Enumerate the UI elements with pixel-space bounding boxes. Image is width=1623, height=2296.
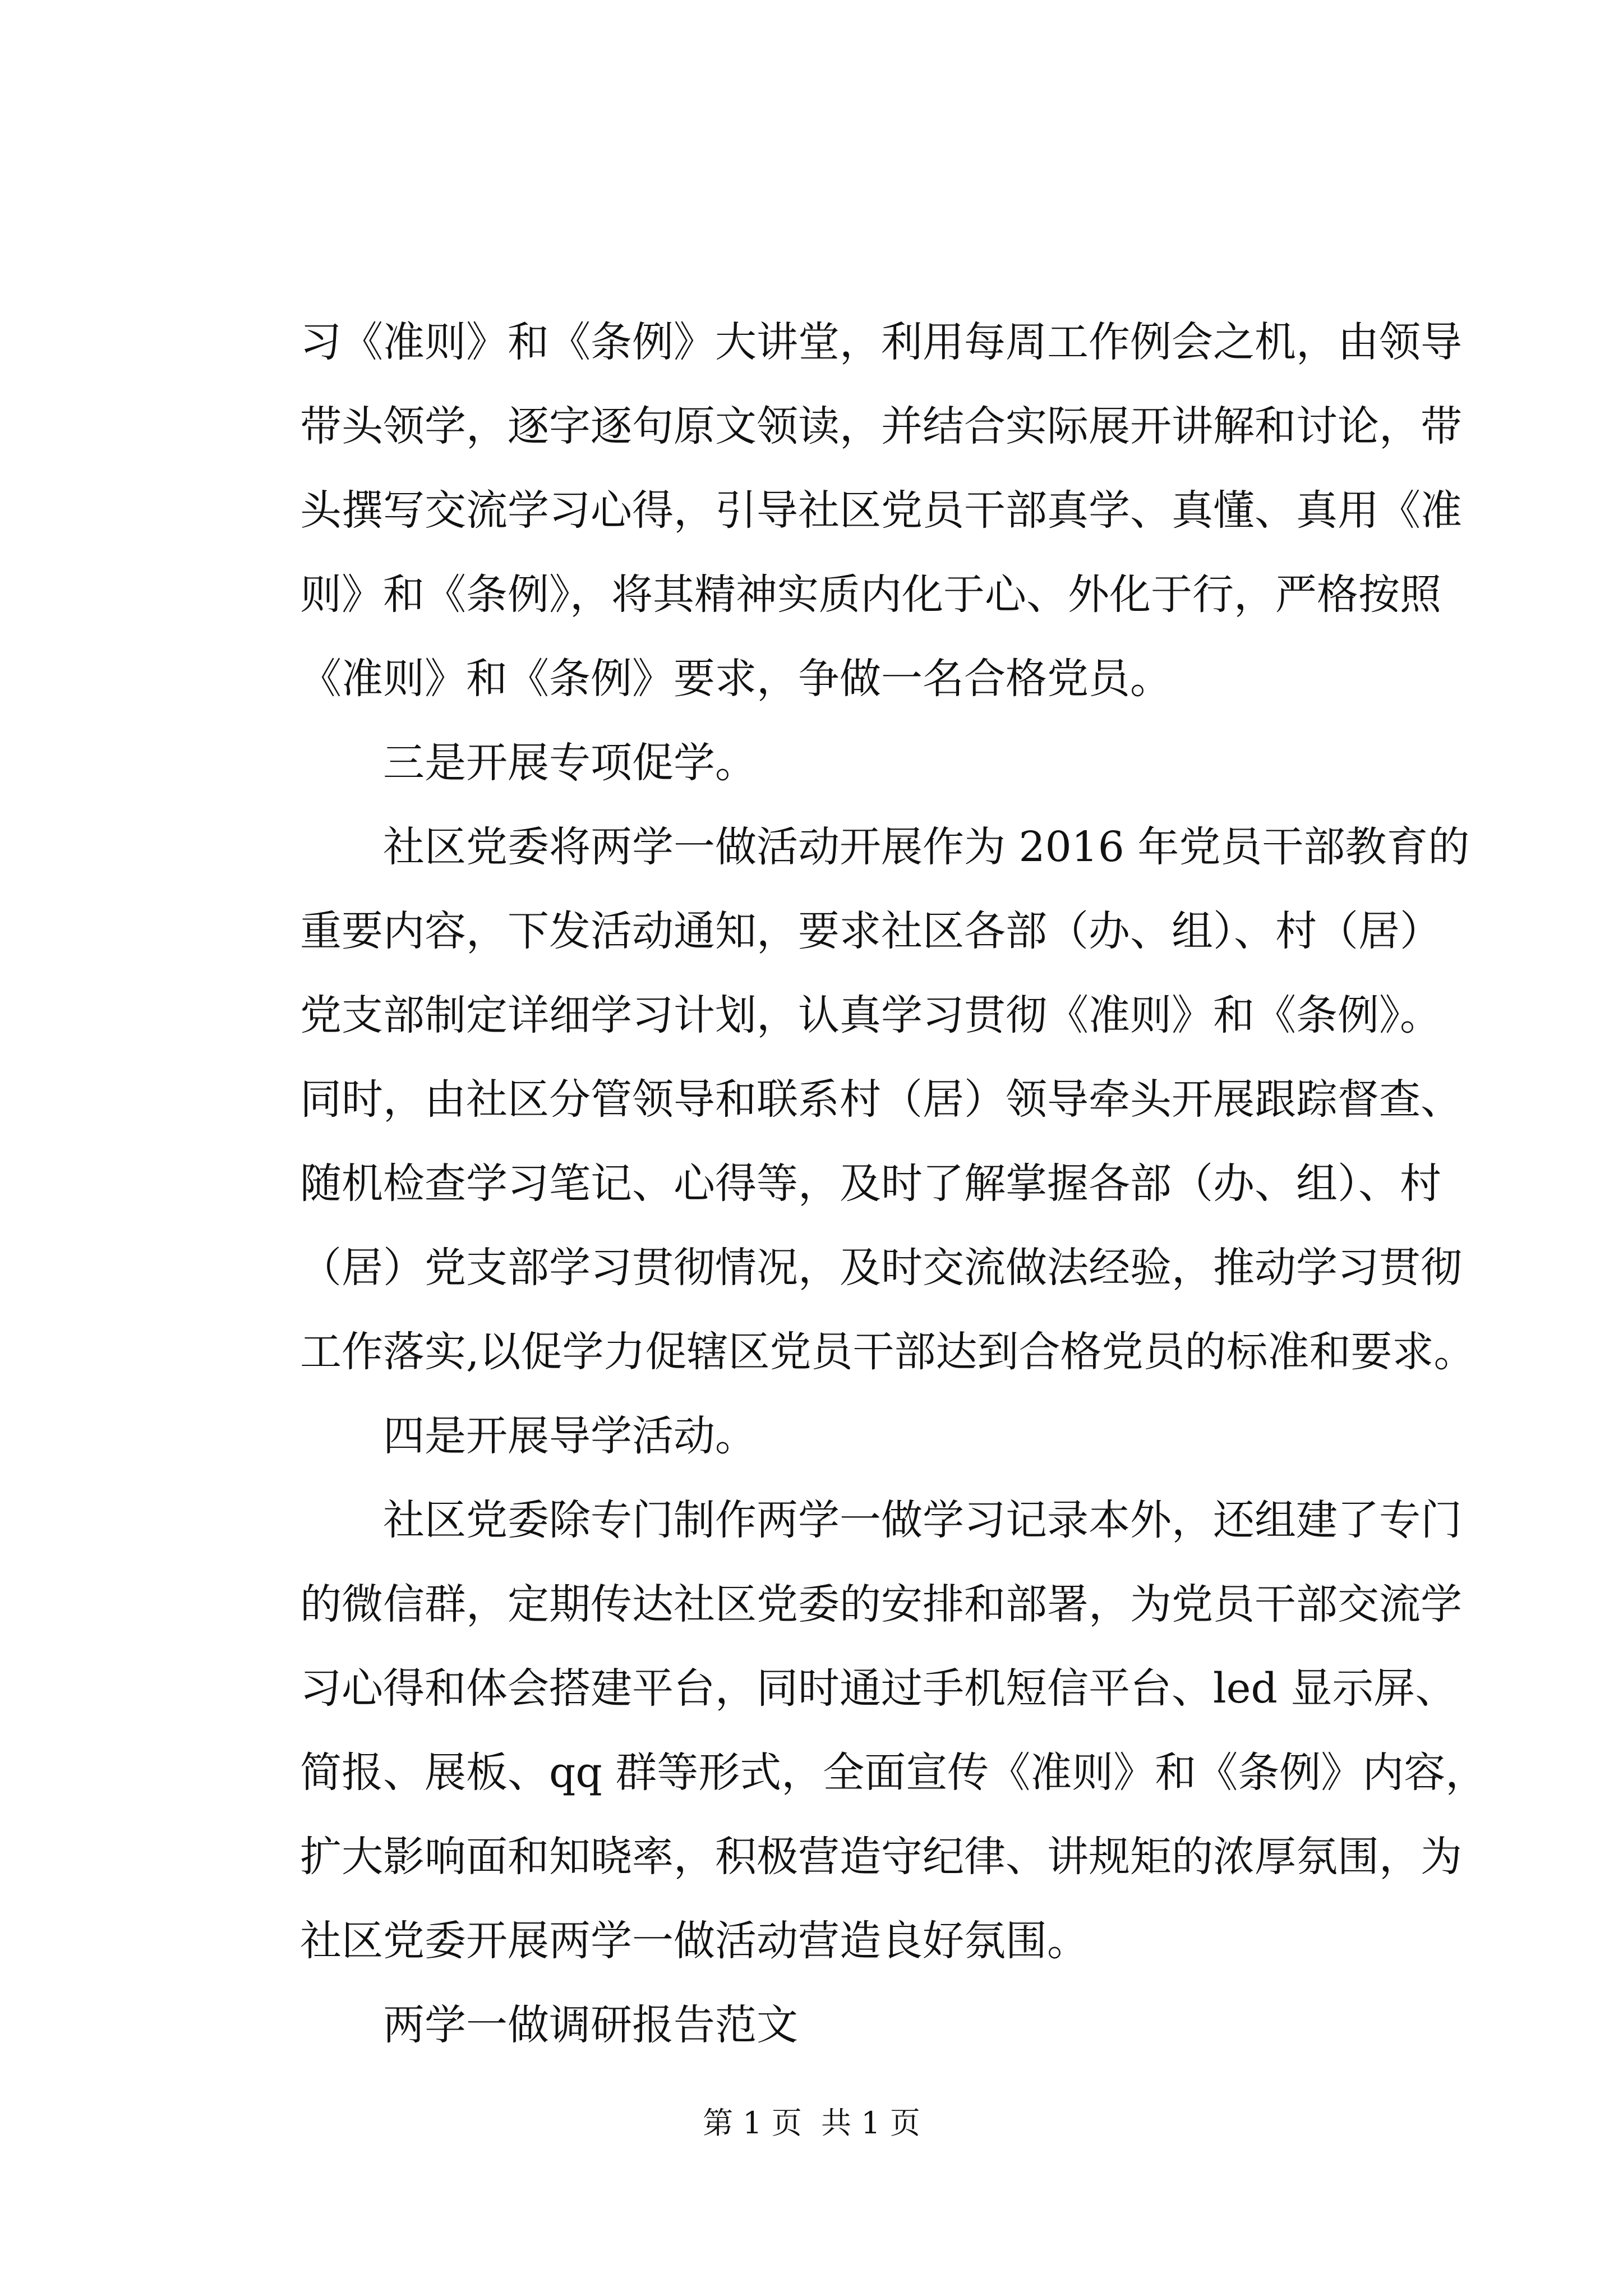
text-line: 社区党委开展两学一做活动营造良好氛围。 — [300, 1917, 1089, 1965]
text-line: 三是开展专项促学。 — [383, 739, 757, 787]
text-line: 的微信群，定期传达社区党委的安排和部署，为党员干部交流学 — [300, 1580, 1462, 1628]
text-line: 党支部制定详细学习计划，认真学习贯彻《准则》和《条例》。 — [300, 991, 1441, 1039]
text-line: 习心得和体会搭建平台，同时通过手机短信平台、led 显示屏、 — [300, 1664, 1457, 1713]
text-line: 两学一做调研报告范文 — [383, 2001, 798, 2049]
text-line: 随机检查学习笔记、心得等，及时了解掌握各部（办、组）、村 — [300, 1159, 1441, 1208]
text-line: 社区党委除专门制作两学一做学习记录本外，还组建了专门 — [383, 1496, 1462, 1544]
document-body — [300, 300, 1487, 2067]
text-line: 则》和《条例》，将其精神实质内化于心、外化于行，严格按照 — [300, 570, 1441, 619]
text-line: 工作落实,以促学力促辖区党员干部达到合格党员的标准和要求。 — [300, 1328, 1476, 1376]
text-line: 简报、展板、qq 群等形式，全面宣传《准则》和《条例》内容， — [300, 1749, 1487, 1797]
page-footer — [0, 2101, 1623, 2146]
text-line: 四是开展导学活动。 — [383, 1412, 757, 1460]
text-line: 习《准则》和《条例》大讲堂，利用每周工作例会之机，由领导 — [300, 318, 1462, 366]
text-line: 带头领学，逐字逐句原文领读，并结合实际展开讲解和讨论，带 — [300, 402, 1462, 450]
text-line: 扩大影响面和知晓率，积极营造守纪律、讲规矩的浓厚氛围，为 — [300, 1833, 1462, 1881]
text-line: （居）党支部学习贯彻情况，及时交流做法经验，推动学习贯彻 — [300, 1244, 1462, 1292]
page-number-label: 第 1 页 共 1 页 — [703, 2105, 920, 2141]
text-line: 《准则》和《条例》要求，争做一名合格党员。 — [300, 655, 1172, 703]
text-line: 头撰写交流学习心得，引导社区党员干部真学、真懂、真用《准 — [300, 486, 1462, 535]
text-line: 重要内容，下发活动通知，要求社区各部（办、组）、村（居） — [300, 907, 1441, 955]
text-line: 同时，由社区分管领导和联系村（居）领导牵头开展跟踪督查、 — [300, 1075, 1462, 1124]
text-line: 社区党委将两学一做活动开展作为 2016 年党员干部教育的 — [383, 823, 1470, 871]
